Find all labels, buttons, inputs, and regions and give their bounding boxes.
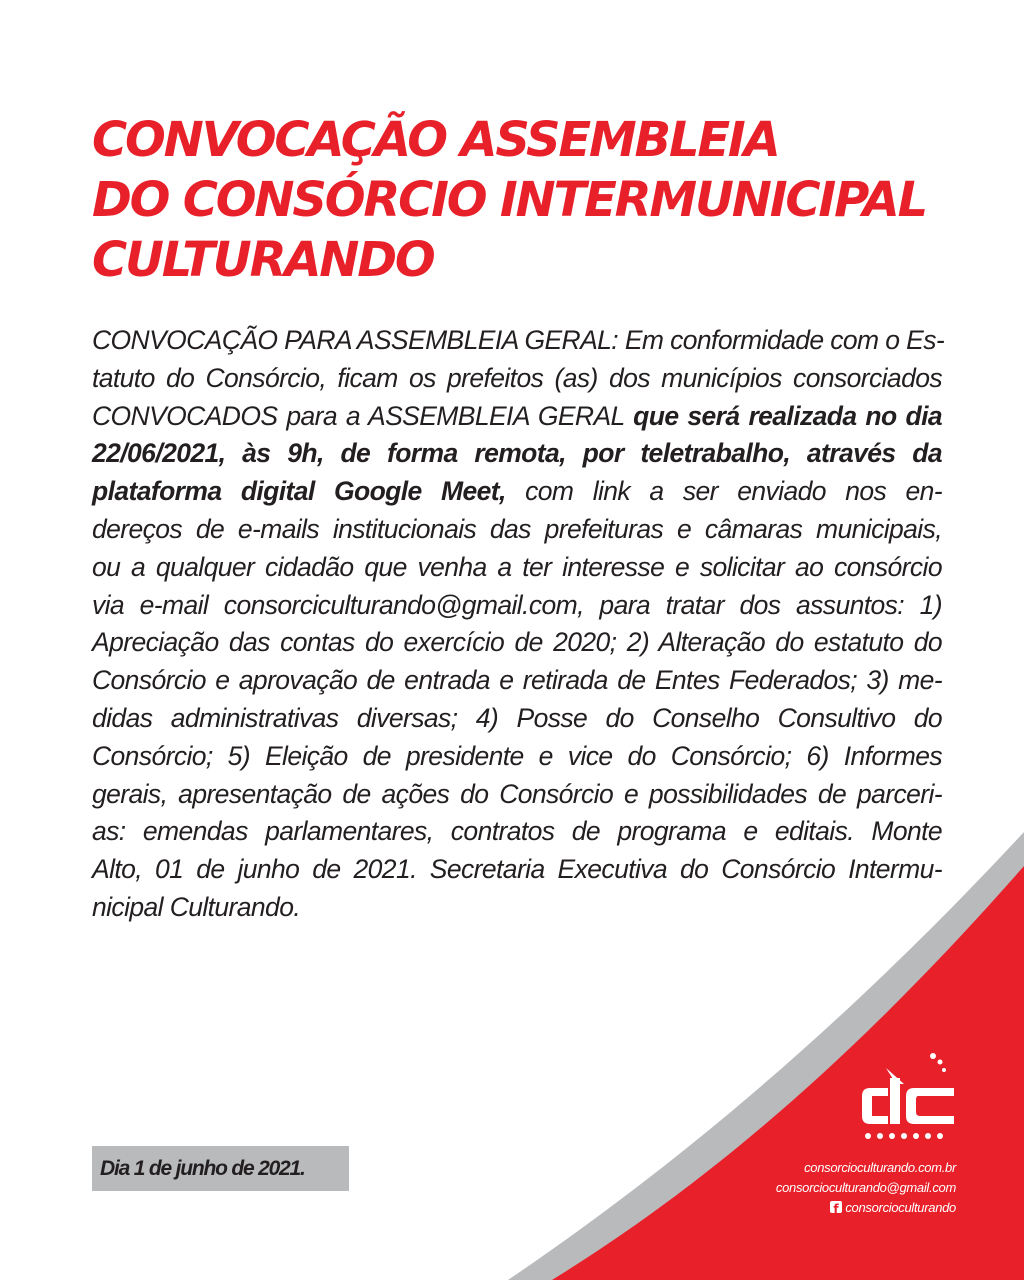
body-line: gerais, apresentação de ações do Consórcio e possibilidades de parceri- bbox=[92, 778, 942, 809]
body-line bbox=[92, 473, 942, 511]
contact-info bbox=[776, 1158, 956, 1218]
body-line-regular: com link a ser enviado nos en- bbox=[505, 476, 942, 507]
body-line: CONVOCAÇÃO PARA ASSEMBLEIA GERAL: Em conformidade com o Es- bbox=[92, 325, 945, 355]
website-link[interactable]: consorcioculturando.com.br bbox=[804, 1160, 956, 1175]
body-line: Consórcio e aprovação de entrada e retirada de Entes Federados; 3) me- bbox=[92, 665, 942, 696]
facebook-icon bbox=[830, 1201, 842, 1213]
body-line: nicipal Culturando. bbox=[92, 891, 301, 922]
consortium-logo-icon bbox=[856, 1048, 960, 1144]
body-line-bold: que será realizada no dia bbox=[633, 400, 942, 431]
body-line-regular: CONVOCADOS para a ASSEMBLEIA GERAL bbox=[92, 400, 634, 431]
body-line: tatuto do Consórcio, ficam os prefeitos (as) dos municípios consorciados bbox=[92, 362, 942, 393]
body-line: ou a qualquer cidadão que venha a ter interesse e solicitar ao consórcio bbox=[92, 551, 942, 582]
body-line: Apreciação das contas do exercício de 2020; 2) Alteração do estatuto do bbox=[92, 627, 942, 658]
body-line-bold: plataforma digital Google Meet, bbox=[92, 476, 506, 507]
body-line bbox=[92, 435, 942, 473]
body-line: as: emendas parlamentares, contratos de programa e editais. Monte bbox=[92, 816, 942, 847]
title-line-2: DO CONSÓRCIO INTERMUNICIPAL bbox=[92, 172, 926, 228]
body-line bbox=[92, 398, 942, 436]
body-line: Alto, 01 de junho de 2021. Secretaria Executiva do Consórcio Intermu- bbox=[92, 854, 942, 885]
body-line: dereços de e-mails institucionais das prefeituras e câmaras municipais, bbox=[92, 513, 942, 544]
email-link[interactable]: consorcioculturando@gmail.com bbox=[775, 1180, 956, 1195]
date-label: Dia 1 de junho de 2021. bbox=[100, 1157, 305, 1180]
body-line: via e-mail consorciculturando@gmail.com, para tratar dos assuntos: 1) bbox=[92, 589, 942, 620]
facebook-handle: consorcioculturando bbox=[845, 1200, 956, 1215]
title-line-1: CONVOCAÇÃO ASSEMBLEIA bbox=[92, 112, 779, 168]
body-line-bold: 22/06/2021, às 9h, de forma remota, por teletrabalho, através da bbox=[92, 438, 942, 469]
body-line: didas administrativas diversas; 4) Posse do Conselho Consultivo do bbox=[92, 702, 942, 733]
facebook-link[interactable] bbox=[776, 1198, 956, 1218]
page-title bbox=[92, 110, 972, 290]
convocation-body bbox=[92, 322, 945, 927]
title-line-3: CULTURANDO bbox=[92, 232, 434, 288]
body-line: Consórcio; 5) Eleição de presidente e vice do Consórcio; 6) Informes bbox=[92, 740, 942, 771]
